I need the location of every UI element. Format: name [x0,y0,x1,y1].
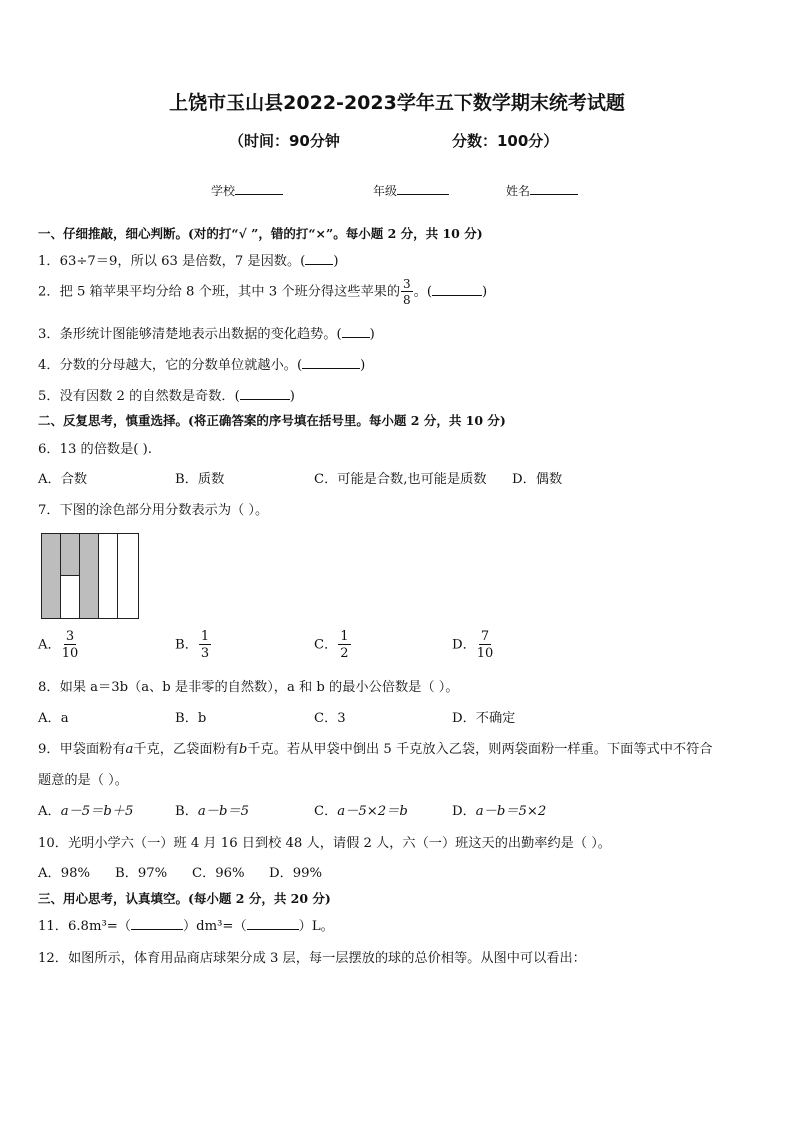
q10-option-a[interactable]: A．98% [38,866,91,881]
q10-option-c[interactable]: C．96% [192,866,245,881]
answer-blank[interactable] [305,252,333,265]
question-11: 11．6.8m³=（ ）dm³=（ ）L。 [38,919,334,934]
section1-heading: 一、仔细推敲，细心判断。(对的打“√ ”，错的打“×”。每小题 2 分，共 10 分) [38,226,483,241]
answer-blank[interactable] [240,387,290,400]
school-field [211,182,283,199]
shaded-strip-top [61,534,80,576]
section3-heading: 三、用心思考，认真填空。(每小题 2 分，共 20 分) [38,891,331,906]
question-5: 5．没有因数 2 的自然数是奇数．( ) [38,389,295,404]
answer-blank[interactable] [302,356,360,369]
question-10: 10．光明小学六（一）班 4 月 16 日到校 48 人，请假 2 人，六（一）班这天的出勤率约是（ ）。 [38,836,611,851]
name-blank[interactable] [530,182,578,195]
exam-title: 上饶市玉山县2022-2023学年五下数学期末统考试题 [169,92,625,114]
exam-time: （时间：90分钟 [229,132,340,150]
unshaded-strip [118,534,138,618]
section2-heading: 二、反复思考，慎重选择。(将正确答案的序号填在括号里。每小题 2 分，共 10 分) [38,413,506,428]
unshaded-cell [61,576,80,618]
school-label: 学校 [211,184,236,198]
q7-option-b[interactable]: B． $\frac{1}{3}$ [175,629,210,661]
fraction: $\frac{3}{8}$ [403,277,411,307]
question-9-line2: 题意的是（ ）。 [38,773,128,788]
q6-option-d[interactable]: D．偶数 [512,472,563,487]
answer-blank[interactable] [247,917,299,930]
answer-blank[interactable] [432,283,482,296]
grade-label: 年级 [373,184,398,198]
q7-option-d[interactable]: D． $\frac{7}{10}$ [452,629,494,661]
q7-option-c[interactable]: C． $\frac{1}{2}$ [314,629,349,661]
question-7: 7．下图的涂色部分用分数表示为（ ）。 [38,503,269,518]
question-4: 4．分数的分母越大，它的分数单位就越小。( ) [38,358,366,373]
question-6: 6．13 的倍数是( ). [38,442,152,457]
shaded-strip [42,534,61,618]
shaded-rectangle-figure [41,533,139,619]
name-label: 姓名 [506,184,531,198]
question-2: 2．把 5 箱苹果平均分给 8 个班，其中 3 个班分得这些苹果的 $\frac{3}{8}$ 。( ) [38,277,488,307]
q9-option-a[interactable]: A．a－5＝b＋5 [38,804,134,819]
grade-blank[interactable] [397,182,449,195]
name-field [506,182,578,199]
school-blank[interactable] [235,182,283,195]
exam-score: 分数：100分） [452,132,559,150]
question-1: 1．63÷7＝9，所以 63 是倍数，7 是因数。( ) [38,254,339,269]
q8-option-a[interactable]: A．a [38,711,69,726]
q9-option-c[interactable]: C．a－5×2＝b [314,804,408,819]
q6-option-a[interactable]: A．合数 [38,472,88,487]
question-9: 9．甲袋面粉有a千克，乙袋面粉有b千克。若从甲袋中倒出 5 千克放入乙袋，则两袋面粉一样重。下面等式中不符合 [38,742,713,757]
question-12: 12．如图所示，体育用品商店球架分成 3 层，每一层摆放的球的总价相等。从图中可以看出： [38,951,586,966]
q8-option-c[interactable]: C．3 [314,711,346,726]
q8-option-b[interactable]: B．b [175,711,207,726]
q9-option-b[interactable]: B．a－b＝5 [175,804,249,819]
unshaded-strip [99,534,118,618]
q10-option-d[interactable]: D．99% [269,866,323,881]
q8-option-d[interactable]: D．不确定 [452,711,516,726]
grade-field [373,182,449,199]
q6-option-b[interactable]: B．质数 [175,472,225,487]
q10-option-b[interactable]: B．97% [115,866,168,881]
q9-option-d[interactable]: D．a－b＝5×2 [452,804,547,819]
answer-blank[interactable] [131,917,183,930]
question-8: 8．如果 a＝3b（a、b 是非零的自然数），a 和 b 的最小公倍数是（ ）。 [38,680,459,695]
q6-option-c[interactable]: C．可能是合数,也可能是质数 [314,472,487,487]
question-3: 3．条形统计图能够清楚地表示出数据的变化趋势。( ) [38,327,375,342]
shaded-strip [80,534,99,618]
q7-option-a[interactable]: A． $\frac{3}{10}$ [38,629,79,661]
answer-blank[interactable] [342,325,370,338]
